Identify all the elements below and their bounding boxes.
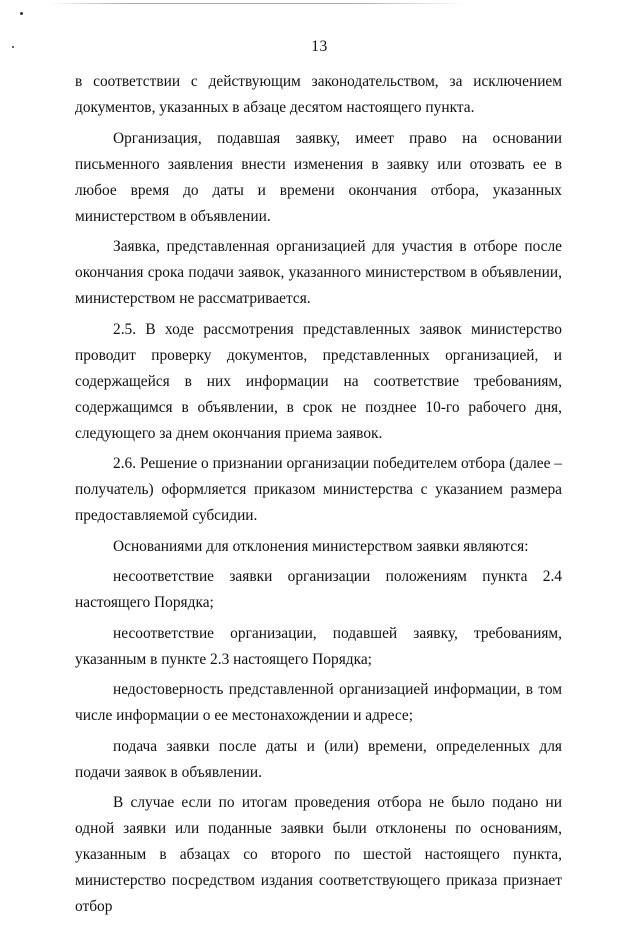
paragraph: Основаниями для отклонения министерством заявки являются: — [113, 537, 529, 555]
paragraph: недостоверность представленной организацией информации, в том числе информации о ее местонахождении и адресе; — [75, 681, 562, 724]
scan-edge-line — [48, 3, 468, 4]
paragraph: 2.5. В ходе рассмотрения представленных заявок министерство проводит проверку документов, представленных организацией, и содержащейся в них информации на соответствие требованиям, содержащимся в объявлении, в срок не позднее 10-го рабочего дня, следующего за днем окончания приема заявок. — [75, 320, 562, 442]
paragraph: несоответствие организации, подавшей заявку, требованиям, указанным в пункте 2.3 настоящего Порядка; — [75, 624, 562, 668]
page-number: 13 — [311, 38, 328, 55]
paragraph: Заявка, представленная организацией для участия в отборе после окончания срока подачи заявок, указанного министерством в объявлении, министерством не рассматривается. — [75, 238, 562, 307]
document-body — [75, 69, 562, 925]
paragraph: несоответствие заявки организации положениям пункта 2.4 настоящего Порядка; — [75, 568, 562, 611]
paragraph: 2.6. Решение о признании организации победителем отбора (далее – получатель) оформляется приказом министерства с указанием размера предоставляемой субсидии. — [75, 455, 562, 524]
paragraph: Организация, подавшая заявку, имеет право на основании письменного заявления внести изменения в заявку или отозвать ее в любое время до даты и времени окончания отбора, указанных министерством в объявлении. — [75, 129, 562, 225]
paragraph: В случае если по итогам проведения отбора не было подано ни одной заявки или поданные заявки были отклонены по основаниям, указанным в абзацах со второго по шестой настоящего пункта, министерство посредством издания соответствующего приказа признает отбор — [75, 794, 562, 915]
paragraph: в соответствии с действующим законодательством, за исключением документов, указанных в абзаце десятом настоящего пункта. — [75, 73, 562, 116]
scan-speck — [20, 12, 23, 15]
paragraph: подача заявки после даты и (или) времени, определенных для подачи заявок в объявлении. — [75, 737, 562, 781]
